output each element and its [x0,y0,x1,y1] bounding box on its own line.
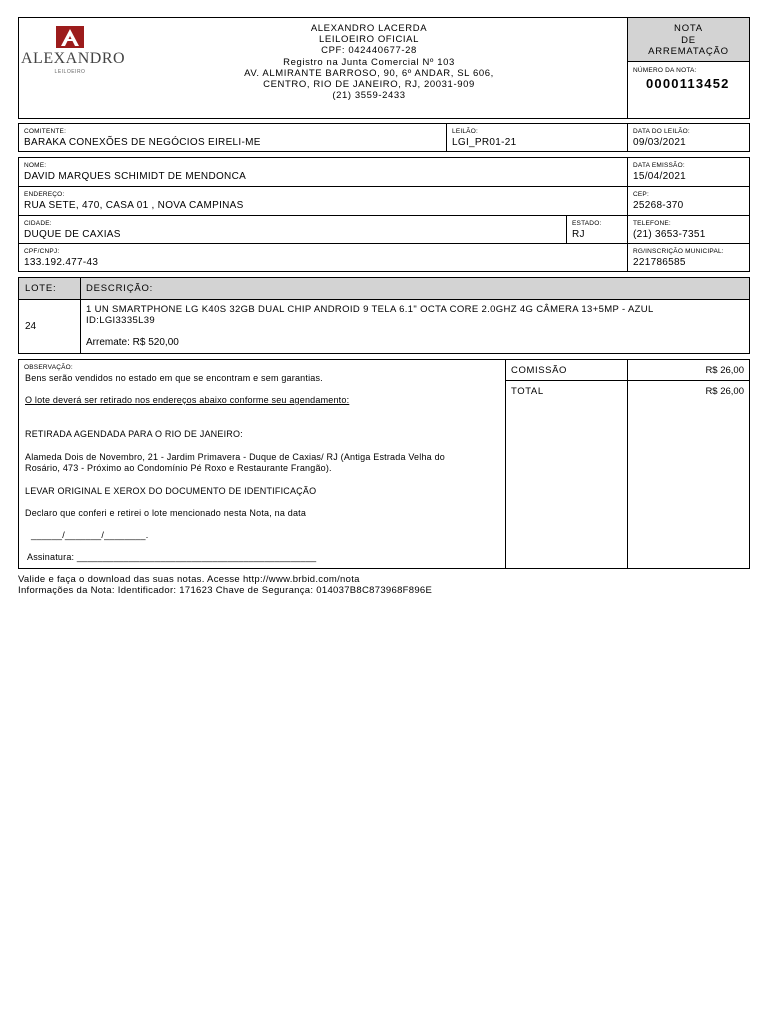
telefone-value: (21) 3653-7351 [633,229,706,240]
numero-nota [628,62,749,118]
telefone-cell [628,216,749,243]
rg-value: 221786585 [633,257,686,268]
auctioneer-registro: Registro na Junta Comercial Nº 103 [283,56,455,68]
comissao-label: COMISSÃO [511,365,568,376]
numero-nota-label: NÚMERO DA NOTA: [633,67,697,74]
logo [21,24,126,80]
endereco-cell [19,187,627,215]
nome-label: NOME: [24,162,47,169]
nota-title-line-2: DE [681,34,696,46]
nota-title-line-3: ARREMATAÇÃO [648,46,729,57]
obs-line-1: Bens serão vendidos no estado em que se encontram e sem garantias. [25,373,323,383]
auctioneer-cpf: CPF: 042440677-28 [321,45,417,57]
telefone-label: TELEFONE: [633,220,671,227]
nome-cell [19,158,627,186]
cep-label: CEP: [633,191,649,198]
footer-info: Informações da Nota: Identificador: 171623 Chave de Segurança: 014037B8C873968F896E [18,585,433,596]
obs-date-line: ______/_______/________. [31,530,149,540]
obs-block [18,359,750,569]
obs-label: OBSERVAÇÃO: [24,364,73,371]
comitente-value: BARAKA CONEXÕES DE NEGÓCIOS EIRELI-ME [24,137,261,148]
nome-value: DAVID MARQUES SCHIMIDT DE MENDONCA [24,171,247,182]
logo-text: ALEXANDRO [21,50,126,67]
leilao-cell [447,124,627,152]
total-value: R$ 26,00 [705,386,744,397]
descricao-line-2: ID:LGI3335L39 [86,315,155,326]
emissao-label: DATA EMISSÃO: [633,162,685,169]
estado-value: RJ [572,229,585,240]
leilao-value: LGI_PR01-21 [452,137,517,148]
comitente-label: COMITENTE: [24,128,67,135]
lote-header: LOTE: [25,283,57,294]
logo-subtext: LEILOEIRO [54,69,86,75]
auctioneer-name: ALEXANDRO LACERDA [310,23,428,34]
client-block [18,157,750,272]
numero-nota-value: 0000113452 [646,76,730,91]
obs-content [19,360,505,568]
obs-line-5: LEVAR ORIGINAL E XEROX DO DOCUMENTO DE IDENTIFICAÇÃO [25,486,317,496]
emissao-value: 15/04/2021 [633,171,687,182]
cep-value: 25268-370 [633,200,684,211]
auctioneer-phone: (21) 3559-2433 [332,90,406,102]
endereco-value: RUA SETE, 470, CASA 01 , NOVA CAMPINAS [24,200,244,211]
footer-validate: Valide e faça o download das suas notas. Acesse http://www.brbid.com/nota [18,574,360,585]
data-leilao-cell [628,124,749,152]
rg-label: RG/INSCRIÇÃO MUNICIPAL: [633,248,724,255]
estado-label: ESTADO: [572,220,602,227]
auctioneer-role: LEILOEIRO OFICIAL [319,34,419,46]
cpf-label: CPF/CNPJ: [24,248,60,255]
lote-value: 24 [25,321,37,332]
data-leilao-value: 09/03/2021 [633,137,687,148]
comissao-value: R$ 26,00 [705,365,744,376]
nota-title [628,18,749,61]
estado-cell [567,216,627,243]
cpf-cell [19,244,627,272]
leilao-label: LEILÃO: [452,128,478,135]
cidade-value: DUQUE DE CAXIAS [24,229,121,240]
descricao-line-1: 1 UN SMARTPHONE LG K40S 32GB DUAL CHIP ANDROID 9 TELA 6.1" OCTA CORE 2.0GHZ 4G CÂMERA 13+5MP - AZUL [86,304,654,315]
obs-line-4b: Rosário, 473 - Próximo ao Condomínio Pé Roxo e Restaurante Frangão). [25,463,332,473]
rg-cell [628,244,749,272]
obs-line-4a: Alameda Dois de Novembro, 21 - Jardim Primavera - Duque de Caxias/ RJ (Antiga Estrada Velha do [25,452,445,462]
comitente-cell [19,124,447,152]
emissao-cell [628,158,749,186]
comitente-row [18,123,750,152]
lot-table [18,277,750,354]
cep-cell [628,187,749,215]
auctioneer-info [219,23,519,101]
data-leilao-label: DATA DO LEILÃO: [633,128,690,135]
endereco-label: ENDEREÇO: [24,191,65,198]
cidade-label: CIDADE: [24,220,52,227]
auctioneer-address-1: AV. ALMIRANTE BARROSO, 90, 6º ANDAR, SL 606, [244,67,494,79]
total-label: TOTAL [511,386,544,397]
auctioneer-address-2: CENTRO, RIO DE JANEIRO, RJ, 20031-909 [263,79,475,91]
descricao-header: DESCRIÇÃO: [86,283,154,294]
obs-signature-line: Assinatura: ______________________________________________ [27,552,317,562]
cpf-value: 133.192.477-43 [24,257,99,268]
obs-line-2: O lote deverá ser retirado nos endereços abaixo conforme seu agendamento: [25,395,350,405]
obs-line-6: Declaro que conferi e retirei o lote mencionado nesta Nota, na data [25,508,307,518]
cidade-cell [19,216,566,243]
header-box [18,17,750,119]
obs-line-3: RETIRADA AGENDADA PARA O RIO DE JANEIRO: [25,429,243,439]
nota-title-line-1: NOTA [674,23,703,34]
arremate-value: Arremate: R$ 520,00 [86,337,179,348]
